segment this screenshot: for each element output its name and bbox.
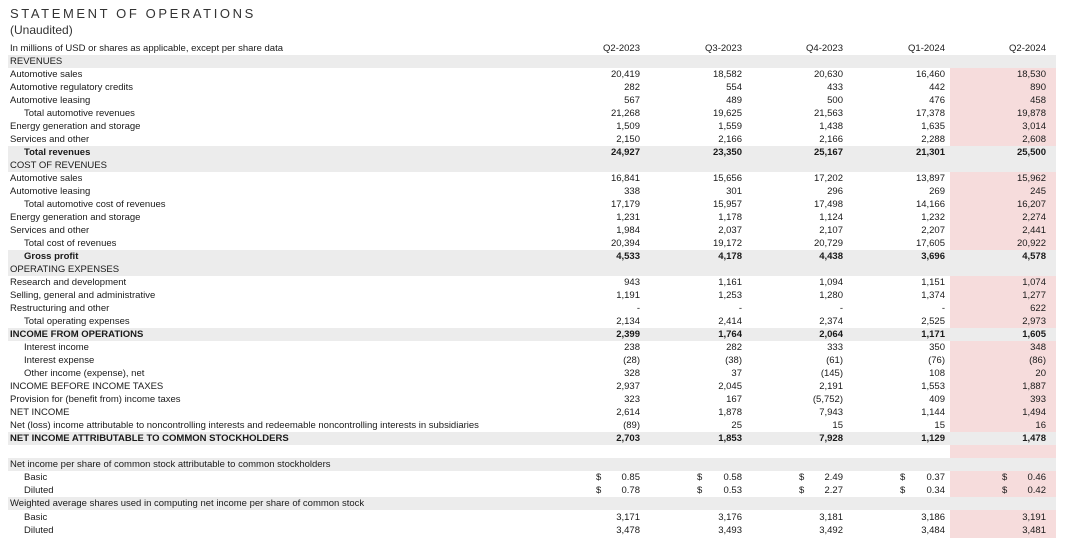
value-cell: 18,582 bbox=[712, 69, 742, 80]
value-cell: 17,498 bbox=[813, 199, 843, 210]
value-cell: 23,350 bbox=[712, 147, 742, 158]
value-cell: 0.46 bbox=[1027, 472, 1046, 483]
value-cell: 15 bbox=[934, 420, 945, 431]
value-cell: 21,301 bbox=[915, 147, 945, 158]
table-row bbox=[0, 120, 1080, 133]
table-row bbox=[0, 315, 1080, 328]
value-cell: 3,478 bbox=[616, 525, 640, 536]
value-cell: 3,176 bbox=[718, 512, 742, 523]
total-row bbox=[8, 328, 1056, 341]
value-cell: 1,553 bbox=[921, 381, 945, 392]
value-cell: 15 bbox=[832, 420, 843, 431]
value-cell: 3,181 bbox=[819, 512, 843, 523]
value-cell: 25,500 bbox=[1016, 147, 1046, 158]
value-cell: 350 bbox=[929, 342, 945, 353]
row-label: Provision for (benefit from) income taxes bbox=[10, 394, 181, 405]
value-cell: 0.34 bbox=[926, 485, 945, 496]
value-cell: 348 bbox=[1030, 342, 1046, 353]
value-cell: 3,014 bbox=[1022, 121, 1046, 132]
table-row bbox=[0, 224, 1080, 237]
value-cell: 323 bbox=[624, 394, 640, 405]
value-cell: 554 bbox=[726, 82, 742, 93]
value-cell: 2,414 bbox=[718, 316, 742, 327]
table-row bbox=[0, 406, 1080, 419]
currency-symbol: $ bbox=[596, 472, 602, 483]
value-cell: 1,178 bbox=[718, 212, 742, 223]
value-cell: (38) bbox=[725, 355, 742, 366]
row-label: Services and other bbox=[10, 225, 90, 236]
value-cell: 4,438 bbox=[819, 251, 843, 262]
table-row bbox=[0, 380, 1080, 393]
row-label: INCOME FROM OPERATIONS bbox=[10, 329, 144, 340]
value-cell: 167 bbox=[726, 394, 742, 405]
row-label: Automotive sales bbox=[10, 173, 83, 184]
row-label: Other income (expense), net bbox=[24, 368, 145, 379]
value-cell: 16,841 bbox=[610, 173, 640, 184]
value-cell: 1,509 bbox=[616, 121, 640, 132]
value-cell: 25 bbox=[731, 420, 742, 431]
value-cell: 3,493 bbox=[718, 525, 742, 536]
value-cell: 1,124 bbox=[819, 212, 843, 223]
value-cell: 1,878 bbox=[718, 407, 742, 418]
table-row bbox=[0, 289, 1080, 302]
table-row bbox=[0, 341, 1080, 354]
value-cell: 4,533 bbox=[616, 251, 640, 262]
total-row bbox=[8, 250, 1056, 263]
value-cell: 1,277 bbox=[1022, 290, 1046, 301]
table-row bbox=[0, 198, 1080, 211]
value-cell: 393 bbox=[1030, 394, 1046, 405]
table-row bbox=[0, 354, 1080, 367]
row-label: Basic bbox=[24, 512, 48, 523]
value-cell: 1,853 bbox=[718, 433, 742, 444]
currency-symbol: $ bbox=[900, 485, 906, 496]
table-row bbox=[0, 484, 1080, 497]
value-cell: 1,494 bbox=[1022, 407, 1046, 418]
section-row-cost-of-revenues bbox=[8, 159, 1056, 172]
value-cell: - bbox=[839, 303, 843, 314]
value-cell: 442 bbox=[929, 82, 945, 93]
value-cell: - bbox=[636, 303, 640, 314]
value-cell: 21,268 bbox=[610, 108, 640, 119]
value-cell: 409 bbox=[929, 394, 945, 405]
table-header-row bbox=[0, 42, 1080, 55]
table-row bbox=[0, 276, 1080, 289]
value-cell: 0.42 bbox=[1027, 485, 1046, 496]
value-cell: 2.27 bbox=[824, 485, 843, 496]
value-cell: 1,887 bbox=[1022, 381, 1046, 392]
value-cell: 1,094 bbox=[819, 277, 843, 288]
value-cell: 0.78 bbox=[621, 485, 640, 496]
table-row bbox=[0, 393, 1080, 406]
value-cell: 1,171 bbox=[921, 329, 945, 340]
value-cell: 2,441 bbox=[1022, 225, 1046, 236]
table-row bbox=[0, 237, 1080, 250]
row-label: Services and other bbox=[10, 134, 90, 145]
table-row bbox=[0, 302, 1080, 315]
value-cell: 489 bbox=[726, 95, 742, 106]
value-cell: 2,973 bbox=[1022, 316, 1046, 327]
row-label: Automotive sales bbox=[10, 69, 83, 80]
value-cell: (61) bbox=[826, 355, 843, 366]
value-cell: 1,478 bbox=[1022, 433, 1046, 444]
value-cell: 2,525 bbox=[921, 316, 945, 327]
value-cell: 1,191 bbox=[616, 290, 640, 301]
value-cell: 328 bbox=[624, 368, 640, 379]
value-cell: 108 bbox=[929, 368, 945, 379]
value-cell: 3,186 bbox=[921, 512, 945, 523]
value-cell: 19,878 bbox=[1016, 108, 1046, 119]
value-cell: 1,231 bbox=[616, 212, 640, 223]
row-label: Automotive regulatory credits bbox=[10, 82, 134, 93]
value-cell: 301 bbox=[726, 186, 742, 197]
value-cell: 296 bbox=[827, 186, 843, 197]
period-header: Q2-2023 bbox=[603, 43, 640, 54]
value-cell: 2,150 bbox=[616, 134, 640, 145]
value-cell: 1,253 bbox=[718, 290, 742, 301]
statement-title: STATEMENT OF OPERATIONS bbox=[10, 6, 256, 21]
row-label: INCOME BEFORE INCOME TAXES bbox=[10, 381, 164, 392]
total-row bbox=[8, 146, 1056, 159]
row-label: REVENUES bbox=[10, 56, 63, 67]
value-cell: 25,167 bbox=[813, 147, 843, 158]
section-row-revenues bbox=[8, 55, 1056, 68]
value-cell: 16,207 bbox=[1016, 199, 1046, 210]
row-label: Total cost of revenues bbox=[24, 238, 117, 249]
value-cell: 7,928 bbox=[819, 433, 843, 444]
row-label: Automotive leasing bbox=[10, 186, 91, 197]
value-cell: 0.85 bbox=[621, 472, 640, 483]
value-cell: 1,074 bbox=[1022, 277, 1046, 288]
row-label: Restructuring and other bbox=[10, 303, 110, 314]
value-cell: 433 bbox=[827, 82, 843, 93]
value-cell: (28) bbox=[623, 355, 640, 366]
currency-symbol: $ bbox=[1002, 485, 1008, 496]
value-cell: - bbox=[738, 303, 742, 314]
value-cell: 2,166 bbox=[819, 134, 843, 145]
value-cell: 20,419 bbox=[610, 69, 640, 80]
value-cell: 245 bbox=[1030, 186, 1046, 197]
currency-symbol: $ bbox=[697, 485, 703, 496]
value-cell: (145) bbox=[820, 368, 843, 379]
row-label: Gross profit bbox=[24, 251, 79, 262]
value-cell: 1,559 bbox=[718, 121, 742, 132]
table-row bbox=[0, 367, 1080, 380]
table-row bbox=[0, 133, 1080, 146]
currency-symbol: $ bbox=[596, 485, 602, 496]
value-cell: 338 bbox=[624, 186, 640, 197]
value-cell: 14,166 bbox=[915, 199, 945, 210]
value-cell: 1,635 bbox=[921, 121, 945, 132]
value-cell: (76) bbox=[928, 355, 945, 366]
row-label: COST OF REVENUES bbox=[10, 160, 107, 171]
total-row bbox=[8, 432, 1056, 445]
row-label: Interest expense bbox=[24, 355, 95, 366]
value-cell: 1,438 bbox=[819, 121, 843, 132]
value-cell: 7,943 bbox=[819, 407, 843, 418]
value-cell: 269 bbox=[929, 186, 945, 197]
value-cell: 3,696 bbox=[921, 251, 945, 262]
value-cell: (89) bbox=[623, 420, 640, 431]
value-cell: (86) bbox=[1029, 355, 1046, 366]
value-cell: - bbox=[941, 303, 945, 314]
value-cell: 2,614 bbox=[616, 407, 640, 418]
section-row-eps bbox=[8, 458, 1056, 471]
section-row-weighted-shares bbox=[8, 497, 1056, 510]
value-cell: 2,374 bbox=[819, 316, 843, 327]
value-cell: 1,280 bbox=[819, 290, 843, 301]
value-cell: 0.53 bbox=[723, 485, 742, 496]
table-row bbox=[0, 68, 1080, 81]
row-label: Automotive leasing bbox=[10, 95, 91, 106]
row-label: Weighted average shares used in computing net income per share of common stock bbox=[10, 498, 365, 509]
header-label: In millions of USD or shares as applicable, except per share data bbox=[10, 43, 283, 54]
value-cell: 2.49 bbox=[824, 472, 843, 483]
row-label: Total revenues bbox=[24, 147, 91, 158]
value-cell: 13,897 bbox=[915, 173, 945, 184]
row-label: NET INCOME bbox=[10, 407, 70, 418]
value-cell: 1,129 bbox=[921, 433, 945, 444]
row-label: Interest income bbox=[24, 342, 89, 353]
table-row bbox=[0, 471, 1080, 484]
currency-symbol: $ bbox=[900, 472, 906, 483]
row-label: Diluted bbox=[24, 525, 54, 536]
row-label: Energy generation and storage bbox=[10, 212, 141, 223]
value-cell: 2,191 bbox=[819, 381, 843, 392]
row-label: Research and development bbox=[10, 277, 127, 288]
value-cell: 2,037 bbox=[718, 225, 742, 236]
value-cell: 2,608 bbox=[1022, 134, 1046, 145]
value-cell: 3,191 bbox=[1022, 512, 1046, 523]
row-label: OPERATING EXPENSES bbox=[10, 264, 120, 275]
value-cell: 2,045 bbox=[718, 381, 742, 392]
value-cell: 1,161 bbox=[718, 277, 742, 288]
value-cell: 2,399 bbox=[616, 329, 640, 340]
value-cell: 0.58 bbox=[723, 472, 742, 483]
value-cell: 567 bbox=[624, 95, 640, 106]
period-header: Q4-2023 bbox=[806, 43, 843, 54]
value-cell: 3,492 bbox=[819, 525, 843, 536]
value-cell: 238 bbox=[624, 342, 640, 353]
row-label: Total automotive revenues bbox=[24, 108, 135, 119]
value-cell: 476 bbox=[929, 95, 945, 106]
value-cell: 20 bbox=[1035, 368, 1046, 379]
table-row bbox=[0, 107, 1080, 120]
value-cell: 1,764 bbox=[718, 329, 742, 340]
currency-symbol: $ bbox=[799, 472, 805, 483]
row-label: Net income per share of common stock attributable to common stockholders bbox=[10, 459, 331, 470]
row-label: Selling, general and administrative bbox=[10, 290, 156, 301]
value-cell: 16,460 bbox=[915, 69, 945, 80]
value-cell: 2,937 bbox=[616, 381, 640, 392]
value-cell: 15,656 bbox=[712, 173, 742, 184]
value-cell: 282 bbox=[624, 82, 640, 93]
value-cell: 16 bbox=[1035, 420, 1046, 431]
value-cell: 500 bbox=[827, 95, 843, 106]
value-cell: 2,064 bbox=[819, 329, 843, 340]
table-row bbox=[0, 419, 1080, 432]
period-header: Q2-2024 bbox=[1009, 43, 1046, 54]
value-cell: 1,374 bbox=[921, 290, 945, 301]
value-cell: 17,202 bbox=[813, 173, 843, 184]
period-header: Q1-2024 bbox=[908, 43, 945, 54]
table-row bbox=[0, 511, 1080, 524]
value-cell: 21,563 bbox=[813, 108, 843, 119]
value-cell: 3,484 bbox=[921, 525, 945, 536]
value-cell: 24,927 bbox=[610, 147, 640, 158]
value-cell: 2,134 bbox=[616, 316, 640, 327]
table-row bbox=[0, 94, 1080, 107]
statement-subtitle: (Unaudited) bbox=[10, 23, 73, 37]
value-cell: 15,962 bbox=[1016, 173, 1046, 184]
row-label: NET INCOME ATTRIBUTABLE TO COMMON STOCKHOLDERS bbox=[10, 433, 289, 444]
currency-symbol: $ bbox=[697, 472, 703, 483]
value-cell: 1,232 bbox=[921, 212, 945, 223]
table-row bbox=[0, 524, 1080, 537]
value-cell: 20,630 bbox=[813, 69, 843, 80]
value-cell: 2,207 bbox=[921, 225, 945, 236]
value-cell: 20,394 bbox=[610, 238, 640, 249]
value-cell: 3,481 bbox=[1022, 525, 1046, 536]
value-cell: 37 bbox=[731, 368, 742, 379]
value-cell: 622 bbox=[1030, 303, 1046, 314]
value-cell: 0.37 bbox=[926, 472, 945, 483]
value-cell: 20,729 bbox=[813, 238, 843, 249]
value-cell: 19,625 bbox=[712, 108, 742, 119]
value-cell: 17,179 bbox=[610, 199, 640, 210]
value-cell: 3,171 bbox=[616, 512, 640, 523]
value-cell: 943 bbox=[624, 277, 640, 288]
value-cell: 18,530 bbox=[1016, 69, 1046, 80]
value-cell: 20,922 bbox=[1016, 238, 1046, 249]
value-cell: 1,151 bbox=[921, 277, 945, 288]
value-cell: 2,274 bbox=[1022, 212, 1046, 223]
period-header: Q3-2023 bbox=[705, 43, 742, 54]
value-cell: 19,172 bbox=[712, 238, 742, 249]
value-cell: 1,144 bbox=[921, 407, 945, 418]
row-label: Total operating expenses bbox=[24, 316, 130, 327]
value-cell: 4,178 bbox=[718, 251, 742, 262]
value-cell: 15,957 bbox=[712, 199, 742, 210]
row-label: Net (loss) income attributable to noncontrolling interests and redeemable noncontrolling interests in subsidiaries bbox=[10, 420, 479, 431]
value-cell: 282 bbox=[726, 342, 742, 353]
section-row-operating-expenses bbox=[8, 263, 1056, 276]
value-cell: 890 bbox=[1030, 82, 1046, 93]
value-cell: 2,288 bbox=[921, 134, 945, 145]
table-row bbox=[0, 185, 1080, 198]
value-cell: 2,166 bbox=[718, 134, 742, 145]
value-cell: 1,605 bbox=[1022, 329, 1046, 340]
row-label: Basic bbox=[24, 472, 48, 483]
value-cell: 2,107 bbox=[819, 225, 843, 236]
currency-symbol: $ bbox=[1002, 472, 1008, 483]
value-cell: 2,703 bbox=[616, 433, 640, 444]
currency-symbol: $ bbox=[799, 485, 805, 496]
value-cell: 333 bbox=[827, 342, 843, 353]
table-row bbox=[0, 81, 1080, 94]
value-cell: 458 bbox=[1030, 95, 1046, 106]
value-cell: 1,984 bbox=[616, 225, 640, 236]
table-row bbox=[0, 172, 1080, 185]
value-cell: (5,752) bbox=[812, 394, 843, 405]
row-label: Total automotive cost of revenues bbox=[24, 199, 166, 210]
value-cell: 4,578 bbox=[1022, 251, 1046, 262]
row-label: Energy generation and storage bbox=[10, 121, 141, 132]
row-label: Diluted bbox=[24, 485, 54, 496]
table-row bbox=[0, 211, 1080, 224]
value-cell: 17,378 bbox=[915, 108, 945, 119]
value-cell: 17,605 bbox=[915, 238, 945, 249]
